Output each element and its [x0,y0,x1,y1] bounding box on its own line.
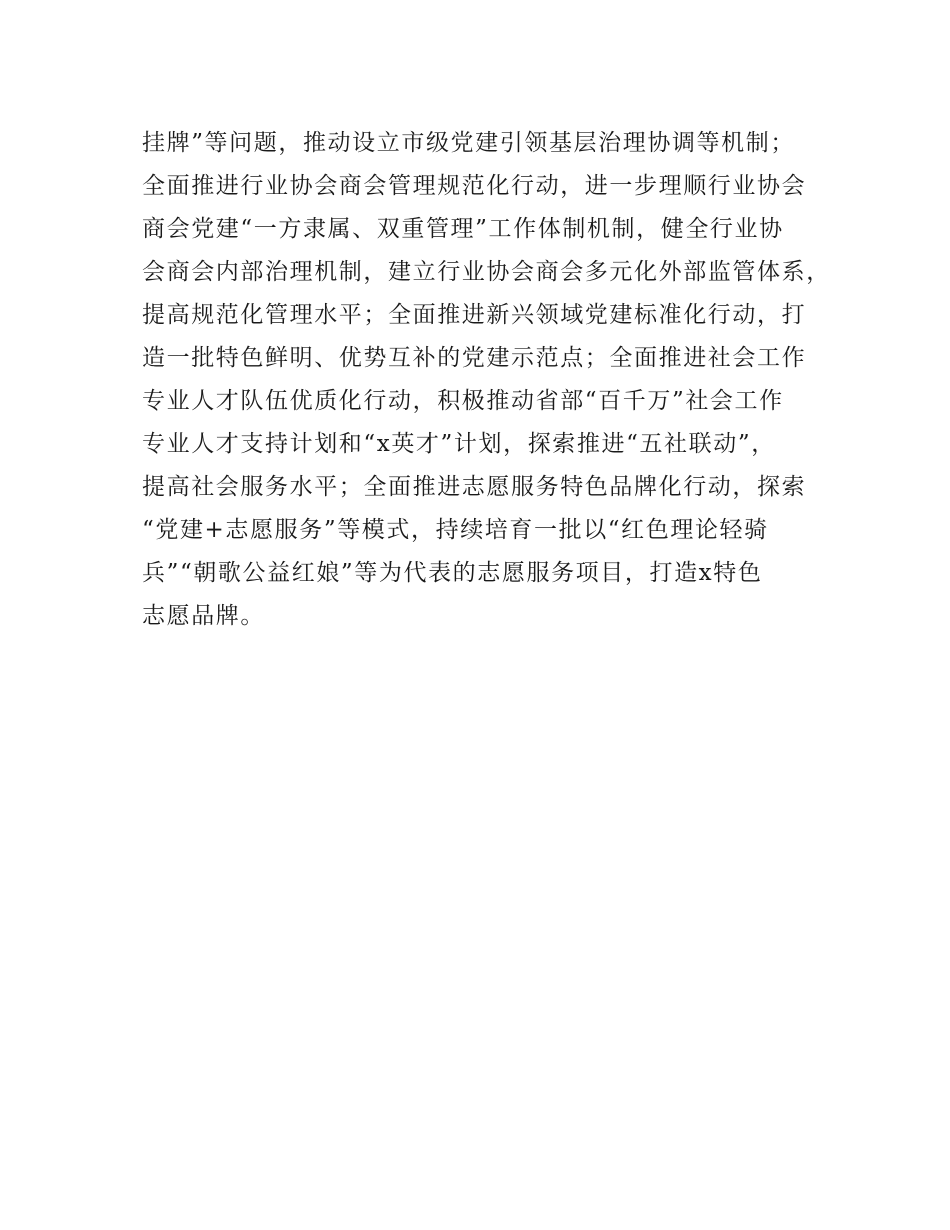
body-paragraph [142,122,842,638]
text-line: 兵”“朝歌公益红娘”等为代表的志愿服务项目，打造x特色 [142,560,763,586]
text-line: 专业人才队伍优质化行动，积极推动省部“百千万”社会工作 [142,388,784,414]
text-line: “党建+志愿服务”等模式，持续培育一批以“红色理论轻骑 [142,517,769,543]
text-line: 专业人才支持计划和“x英才”计划，探索推进“五社联动”， [142,431,776,457]
text-line: 会商会内部治理机制，建立行业协会商会多元化外部监管体系， [142,259,831,285]
text-line: 商会党建“一方隶属、双重管理”工作体制机制，健全行业协 [142,216,784,242]
text-line: 志愿品牌。 [142,603,265,629]
text-line: 提高规范化管理水平；全面推进新兴领域党建标准化行动，打 [142,302,807,328]
text-line: 造一批特色鲜明、优势互补的党建示范点；全面推进社会工作 [142,345,807,371]
text-line: 提高社会服务水平；全面推进志愿服务特色品牌化行动，探索 [142,474,807,500]
text-line: 全面推进行业协会商会管理规范化行动，进一步理顺行业协会 [142,173,807,199]
text-line: 挂牌”等问题，推动设立市级党建引领基层治理协调等机制； [142,130,795,156]
